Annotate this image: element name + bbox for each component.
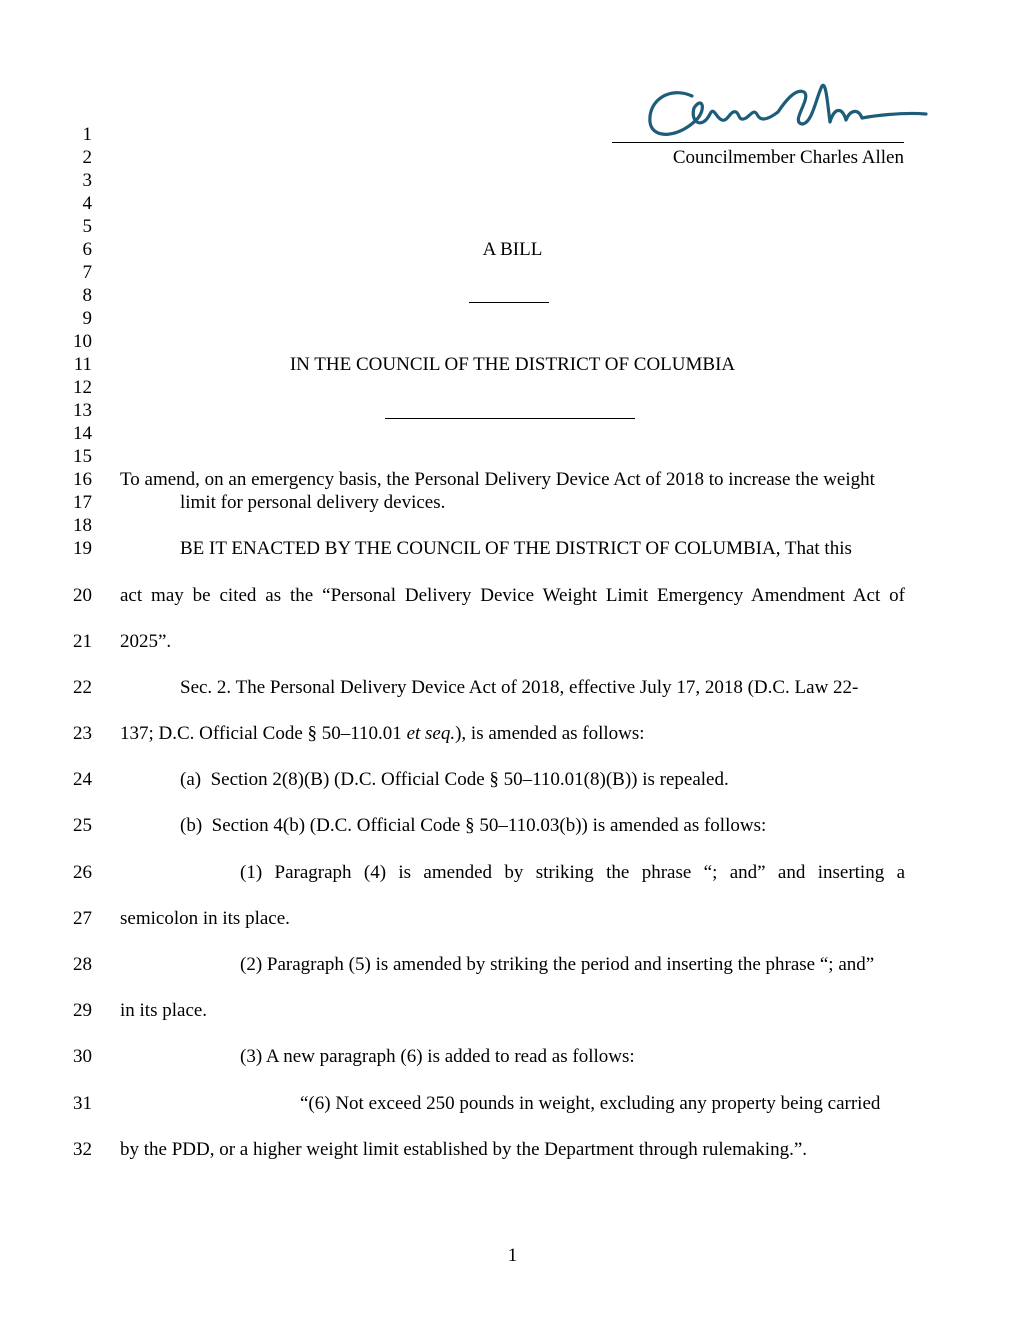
line-number: 25	[73, 815, 92, 836]
line-number: 16	[73, 469, 92, 490]
line-number: 9	[82, 308, 92, 329]
line-number: 11	[73, 354, 92, 375]
signature-image	[640, 78, 930, 148]
purpose-line-1: To amend, on an emergency basis, the Personal Delivery Device Act of 2018 to increase the weight	[120, 469, 875, 490]
line-number: 10	[73, 331, 92, 352]
subsection-a: (a) Section 2(8)(B) (D.C. Official Code § 50–110.01(8)(B)) is repealed.	[180, 769, 729, 790]
line-number: 1	[82, 124, 92, 145]
line-number: 6	[82, 239, 92, 260]
councilmember-name: Councilmember Charles Allen	[672, 147, 904, 168]
line-number: 3	[82, 170, 92, 191]
enacting-line-2: act may be cited as the “Personal Delivery Device Weight Limit Emergency Amendment Act of	[120, 585, 905, 606]
paragraph-1-line-2: semicolon in its place.	[120, 908, 290, 929]
line-number: 5	[82, 216, 92, 237]
section-2-line-2	[120, 724, 645, 743]
line-number: 26	[73, 862, 92, 883]
line-number: 12	[73, 377, 92, 398]
new-paragraph-6-line-1: “(6) Not exceed 250 pounds in weight, excluding any property being carried	[300, 1093, 881, 1114]
line-number: 31	[73, 1093, 92, 1114]
section-2-line-1: Sec. 2. The Personal Delivery Device Act of 2018, effective July 17, 2018 (D.C. Law 22-	[180, 677, 859, 698]
enacting-line-3: 2025”.	[120, 631, 172, 652]
line-number: 32	[73, 1139, 92, 1160]
line-number: 7	[82, 262, 92, 283]
line-number: 2	[82, 147, 92, 168]
line-number: 27	[73, 908, 92, 929]
section-2-text: 137; D.C. Official Code § 50–110.01	[120, 723, 407, 744]
line-number: 22	[73, 677, 92, 698]
page-number: 1	[507, 1245, 518, 1266]
line-number: 24	[73, 769, 92, 790]
council-heading: IN THE COUNCIL OF THE DISTRICT OF COLUMBIA	[289, 354, 736, 375]
line-number: 23	[73, 723, 92, 744]
bill-number-blank	[469, 302, 549, 303]
line-number: 28	[73, 954, 92, 975]
council-rule	[385, 418, 635, 419]
paragraph-1-line-1: (1) Paragraph (4) is amended by striking the phrase “; and” and inserting a	[240, 862, 905, 883]
line-number: 18	[73, 515, 92, 536]
line-number: 19	[73, 538, 92, 559]
line-number: 20	[73, 585, 92, 606]
subsection-b: (b) Section 4(b) (D.C. Official Code § 50–110.03(b)) is amended as follows:	[180, 815, 767, 836]
et-seq-italic: et seq.	[406, 723, 456, 744]
enacting-line-1: BE IT ENACTED BY THE COUNCIL OF THE DISTRICT OF COLUMBIA, That this	[180, 538, 852, 559]
new-paragraph-6-line-2: by the PDD, or a higher weight limit established by the Department through rulemaking.”.	[120, 1139, 808, 1160]
line-number: 4	[82, 193, 92, 214]
line-number: 15	[73, 446, 92, 467]
section-2-text-end: ), is amended as follows:	[455, 723, 645, 744]
bill-title: A BILL	[482, 239, 543, 260]
paragraph-2-line-1: (2) Paragraph (5) is amended by striking the period and inserting the phrase “; and”	[240, 954, 875, 975]
line-number: 8	[82, 285, 92, 306]
line-number: 21	[73, 631, 92, 652]
paragraph-3: (3) A new paragraph (6) is added to read as follows:	[240, 1046, 635, 1067]
line-number: 17	[73, 492, 92, 513]
line-number: 29	[73, 1000, 92, 1021]
signature-line	[612, 142, 904, 143]
line-number: 14	[73, 423, 92, 444]
paragraph-2-line-2: in its place.	[120, 1000, 208, 1021]
purpose-line-2: limit for personal delivery devices.	[180, 492, 446, 513]
line-number: 13	[73, 400, 92, 421]
line-number: 30	[73, 1046, 92, 1067]
